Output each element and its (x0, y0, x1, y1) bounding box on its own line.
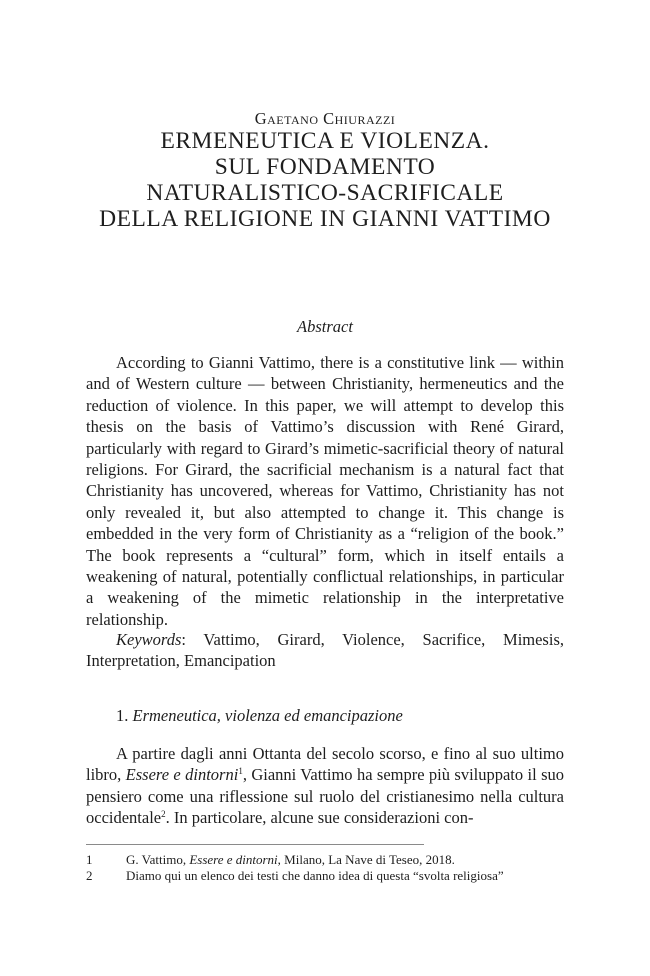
footnote-number: 1 (86, 852, 93, 867)
footnote-ref-1[interactable]: 1 (238, 766, 243, 777)
abstract-body (86, 352, 564, 630)
keywords (86, 629, 564, 672)
section-heading (86, 706, 564, 726)
footnote-title: Essere e dintorni (189, 852, 278, 867)
book-title: Essere e dintorni (125, 765, 239, 785)
section-title: Ermeneutica, violenza ed emancipazione (132, 706, 403, 725)
body-text-3: . In particolare, alcune sue considerazioni con- (165, 808, 474, 828)
footnote-divider (86, 844, 424, 845)
footnote-text: Diamo qui un elenco dei testi che danno idea di questa “svolta religiosa” (126, 868, 504, 883)
abstract-heading: Abstract (297, 317, 353, 336)
title-line: DELLA RELIGIONE IN GIANNI VATTIMO (99, 206, 551, 232)
author-name: Gaetano Chiurazzi (254, 109, 396, 128)
section-number: 1. (116, 706, 129, 725)
keywords-text: : Vattimo, Girard, Violence, Sacrifice, Mimesis, Interpretation, Emancipation (86, 630, 564, 671)
title-line: NATURALISTICO-SACRIFICALE (146, 180, 504, 206)
body-text-1: A partire dagli anni Ottanta del secolo scorso, e fino al suo ultimo libro, (86, 744, 564, 785)
footnote (86, 868, 564, 884)
body-paragraph (86, 743, 564, 829)
keywords-label: Keywords (116, 630, 182, 649)
footnote-text: G. Vattimo, (126, 852, 190, 867)
footnote-text-end: , Milano, La Nave di Teseo, 2018. (277, 852, 455, 867)
footnote (86, 852, 564, 868)
title-line: ERMENEUTICA E VIOLENZA. (160, 128, 490, 154)
abstract-text: According to Gianni Vattimo, there is a constitutive link — within and of Western culture — between Christianity, hermeneutics and the reduction of violence. In this paper, we will attempt to develop this thesis on the basis of Vattimo’s discussion with René Girard, particularly with regard to Girard’s mimetic-sacrificial theory of natural religions. For Girard, the sacrificial mechanism is a natural fact that Christianity has uncovered, whereas for Vattimo, Christianity has not only revealed it, but also attempted to change it. This change is embedded in the very form of Christianity as a “religion of the book.” The book represents a “cultural” form, which in itself entails a weakening of natural, potentially conflictual relationships, in particular a weakening of the mimetic relationship in the interpretative relationship. (86, 353, 564, 629)
title-line: SUL FONDAMENTO (214, 154, 436, 180)
footnote-number: 2 (86, 868, 93, 883)
footnote-ref-2[interactable]: 2 (161, 809, 166, 820)
paper-title (66, 128, 584, 232)
body-text-2: , Gianni Vattimo ha sempre più sviluppato il suo pensiero come una riflessione sul ruolo del cristianesimo nella cultura occidentale (86, 765, 564, 828)
